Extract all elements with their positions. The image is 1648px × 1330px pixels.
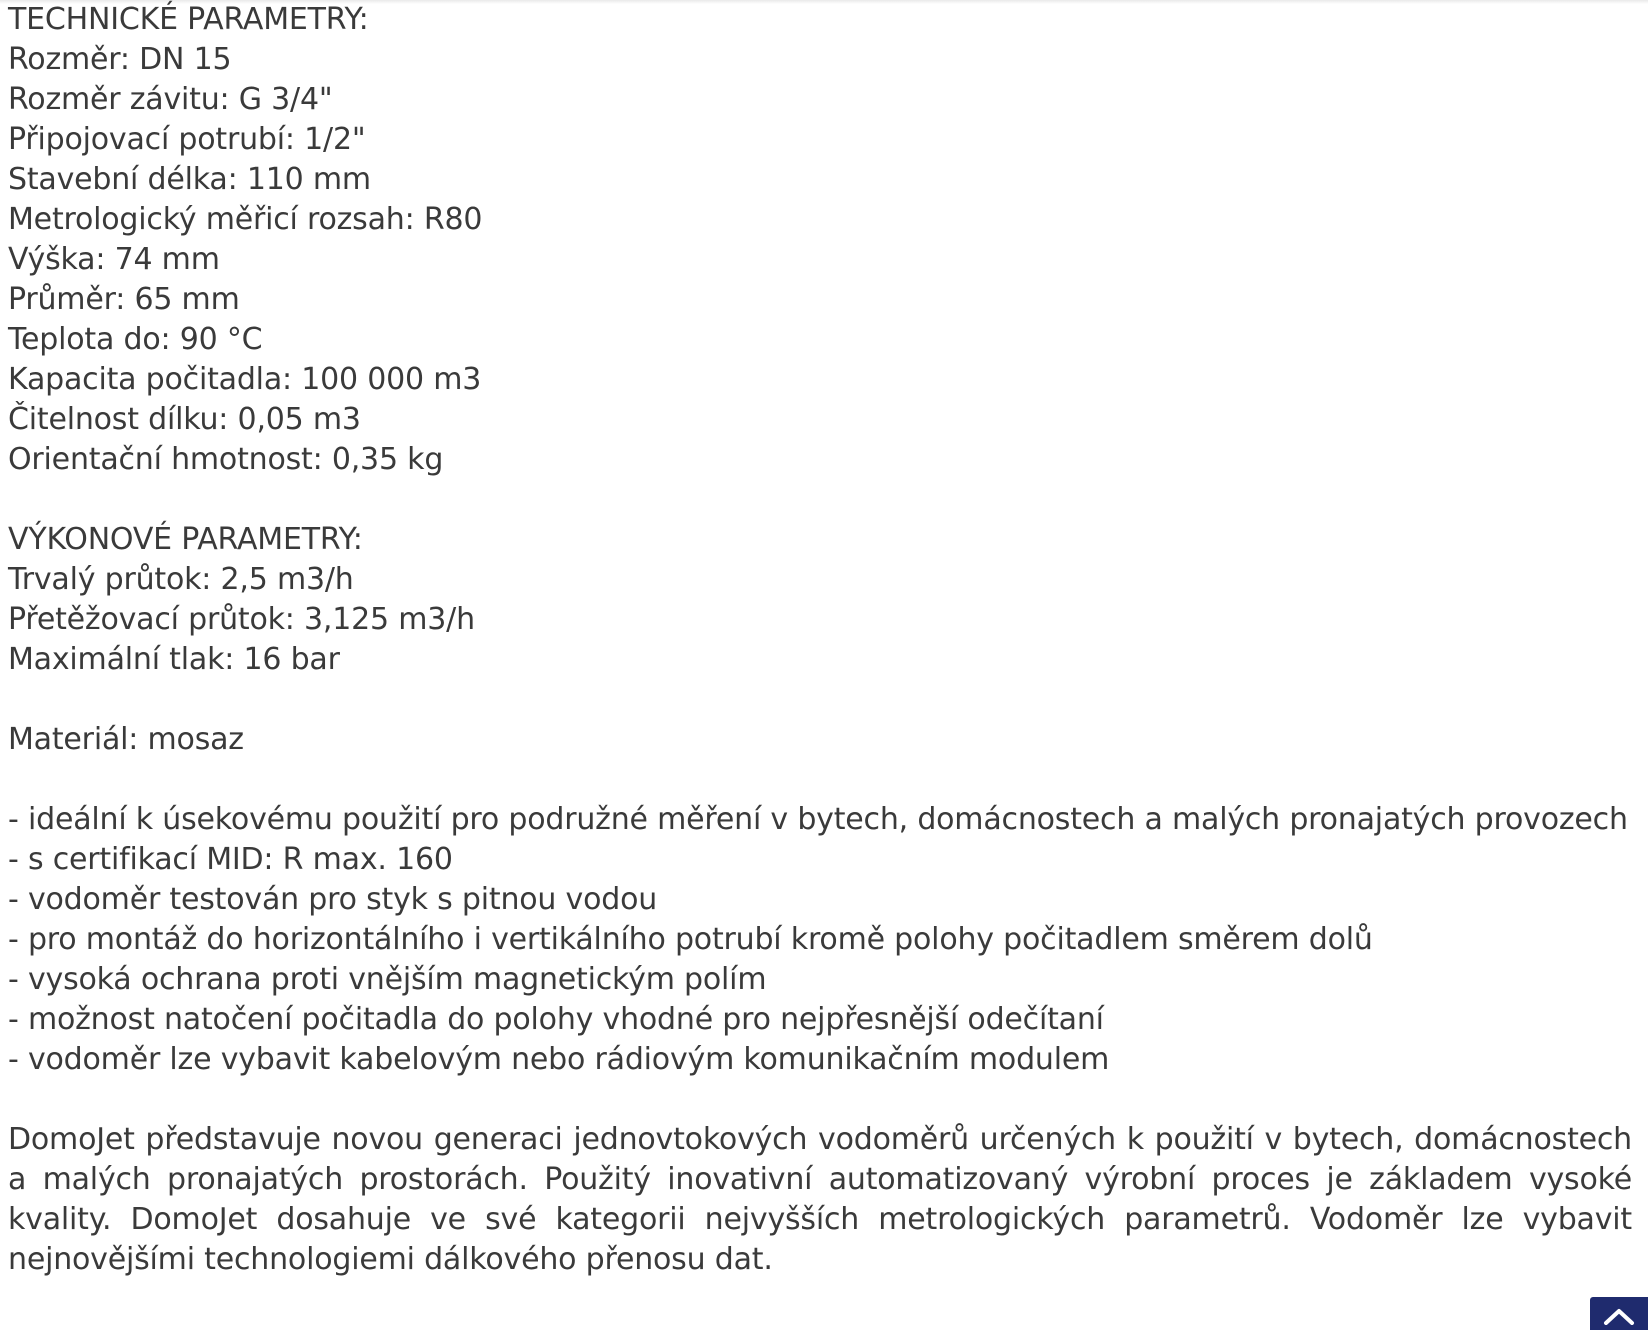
feature-item: - vysoká ochrana proti vnějším magnetickým polím bbox=[8, 962, 767, 997]
spec-metrological-range: Metrologický měřicí rozsah: R80 bbox=[8, 202, 483, 237]
spec-diameter: Průměr: 65 mm bbox=[8, 282, 240, 317]
spec-connection-pipe: Připojovací potrubí: 1/2" bbox=[8, 122, 366, 157]
feature-item: - možnost natočení počitadla do polohy vhodné pro nejpřesnější odečítaní bbox=[8, 1002, 1104, 1037]
chevron-up-icon bbox=[1602, 1303, 1636, 1325]
spec-scale-readability: Čitelnost dílku: 0,05 m3 bbox=[8, 402, 361, 437]
spec-weight: Orientační hmotnost: 0,35 kg bbox=[8, 442, 444, 477]
scroll-to-top-button[interactable] bbox=[1590, 1297, 1648, 1330]
spec-thread-size: Rozměr závitu: G 3/4" bbox=[8, 82, 333, 117]
feature-item: - pro montáž do horizontálního i vertikálního potrubí kromě polohy počitadlem směrem dolů bbox=[8, 922, 1373, 957]
perf-permanent-flow: Trvalý průtok: 2,5 m3/h bbox=[8, 562, 354, 597]
performance-heading: VÝKONOVÉ PARAMETRY: bbox=[8, 522, 363, 557]
spec-counter-capacity: Kapacita počitadla: 100 000 m3 bbox=[8, 362, 482, 397]
feature-item: - vodoměr lze vybavit kabelovým nebo rádiovým komunikačním modulem bbox=[8, 1042, 1110, 1077]
material-line: Materiál: mosaz bbox=[8, 722, 244, 757]
product-description bbox=[8, 0, 1632, 1280]
spec-size: Rozměr: DN 15 bbox=[8, 42, 232, 77]
perf-overload-flow: Přetěžovací průtok: 3,125 m3/h bbox=[8, 602, 475, 637]
spacer bbox=[8, 1080, 1632, 1120]
spacer bbox=[8, 680, 1632, 720]
spacer bbox=[8, 480, 1632, 520]
feature-item: - s certifikací MID: R max. 160 bbox=[8, 842, 453, 877]
technical-heading: TECHNICKÉ PARAMETRY: bbox=[8, 2, 369, 37]
description-paragraph: DomoJet představuje novou generaci jednovtokových vodoměrů určených k použití v bytech, domácnostech a malých pronajatých prostorách. Použitý inovativní automatizovaný výrobní proces je základem vysoké kvality. DomoJet dosahuje ve své kategorii nejvyšších metrologických parametrů. Vodoměr lze vybavit nejnovějšími technologiemi dálkového přenosu dat. bbox=[8, 1122, 1632, 1277]
feature-item: - ideální k úsekovému použití pro podružné měření v bytech, domácnostech a malých pronajatých provozech bbox=[8, 802, 1628, 837]
spacer bbox=[8, 760, 1632, 800]
feature-item: - vodoměr testován pro styk s pitnou vodou bbox=[8, 882, 658, 917]
spec-length: Stavební délka: 110 mm bbox=[8, 162, 371, 197]
spec-temperature: Teplota do: 90 °C bbox=[8, 322, 263, 357]
spec-height: Výška: 74 mm bbox=[8, 242, 220, 277]
perf-max-pressure: Maximální tlak: 16 bar bbox=[8, 642, 340, 677]
